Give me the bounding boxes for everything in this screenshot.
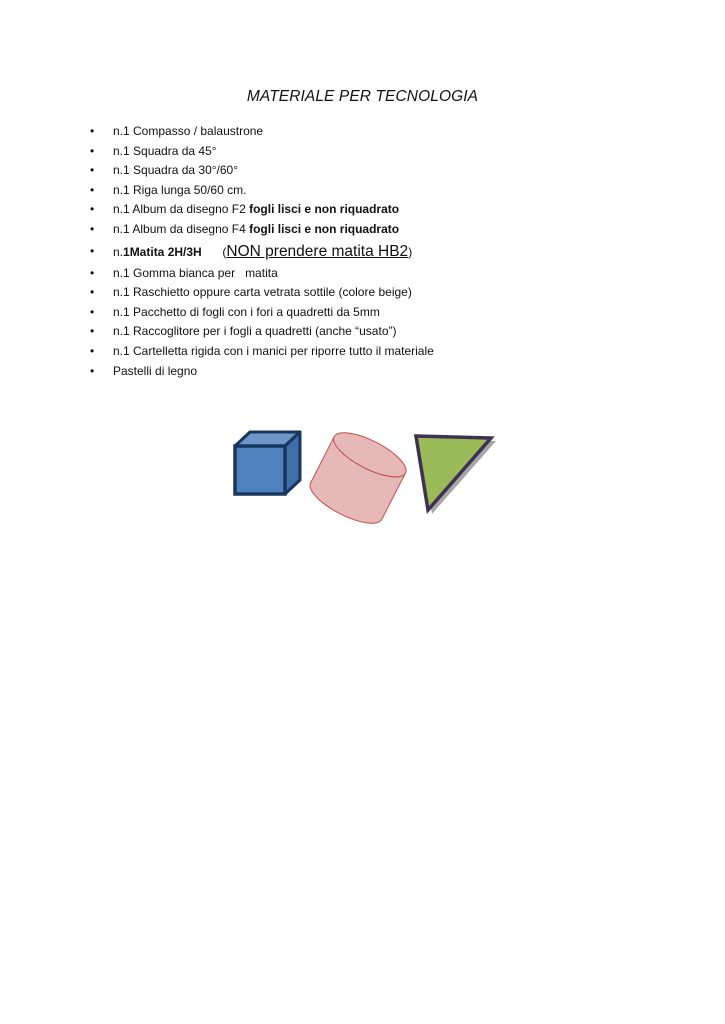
item-emphasis: NON prendere matita HB2 (226, 242, 409, 260)
geometric-shapes-illustration (228, 422, 498, 534)
open-paren: ( (222, 244, 227, 259)
list-item (90, 200, 434, 220)
item-text: Pastelli di legno (113, 363, 198, 378)
item-text: n.1 Cartelletta rigida con i manici per riporre tutto il materiale (113, 343, 434, 358)
bullet: • (90, 202, 95, 217)
item-bold-text: fogli lisci e non riquadrato (249, 202, 400, 217)
item-text: n.1 Raccoglitore per i fogli a quadretti (anche “usato”) (113, 324, 397, 339)
page-title: MATERIALE PER TECNOLOGIA (246, 88, 479, 105)
bullet: • (90, 285, 95, 300)
bullet: • (90, 124, 95, 138)
bullet: • (90, 163, 95, 178)
item-text: n.1 Gomma bianca per matita (113, 265, 278, 280)
item-text: n.1 Pacchetto di fogli con i fori a quadretti da 5mm (113, 304, 380, 319)
triangle-shape (416, 436, 496, 514)
item-bold-text: fogli lisci e non riquadrato (249, 221, 400, 236)
cube-shape (235, 432, 300, 494)
item-bold-text: 1Matita 2H/3H (123, 244, 202, 259)
item-text: n.1 Riga lunga 50/60 cm. (113, 182, 247, 197)
bullet: • (90, 143, 95, 158)
list-item (90, 322, 434, 342)
item-text: n.1 Squadra da 30°/60° (113, 163, 239, 178)
bullet: • (90, 221, 95, 236)
list-item (90, 240, 434, 264)
bullet: • (90, 343, 95, 358)
list-item (90, 303, 434, 323)
bullet: • (90, 265, 95, 280)
close-paren: ) (408, 244, 413, 259)
list-item (90, 264, 434, 284)
item-prefix: n. (113, 244, 124, 259)
bullet: • (90, 324, 95, 339)
list-item (90, 161, 434, 181)
cylinder-shape (304, 424, 412, 532)
item-text: n.1 Album da disegno F4 (113, 221, 250, 236)
materials-list (90, 122, 434, 381)
list-item (90, 142, 434, 162)
bullet: • (90, 304, 95, 319)
item-text: n.1 Raschietto oppure carta vetrata sottile (colore beige) (113, 285, 412, 300)
bullet: • (90, 243, 95, 258)
item-text: n.1 Album da disegno F2 (113, 202, 250, 217)
list-item (90, 283, 434, 303)
item-text: n.1 Compasso / balaustrone (113, 124, 264, 138)
bullet: • (90, 182, 95, 197)
item-text: n.1 Squadra da 45° (113, 143, 217, 158)
list-item (90, 220, 434, 240)
list-item (90, 342, 434, 362)
list-item (90, 122, 434, 142)
list-item (90, 362, 434, 382)
list-item (90, 181, 434, 201)
bullet: • (90, 363, 95, 378)
